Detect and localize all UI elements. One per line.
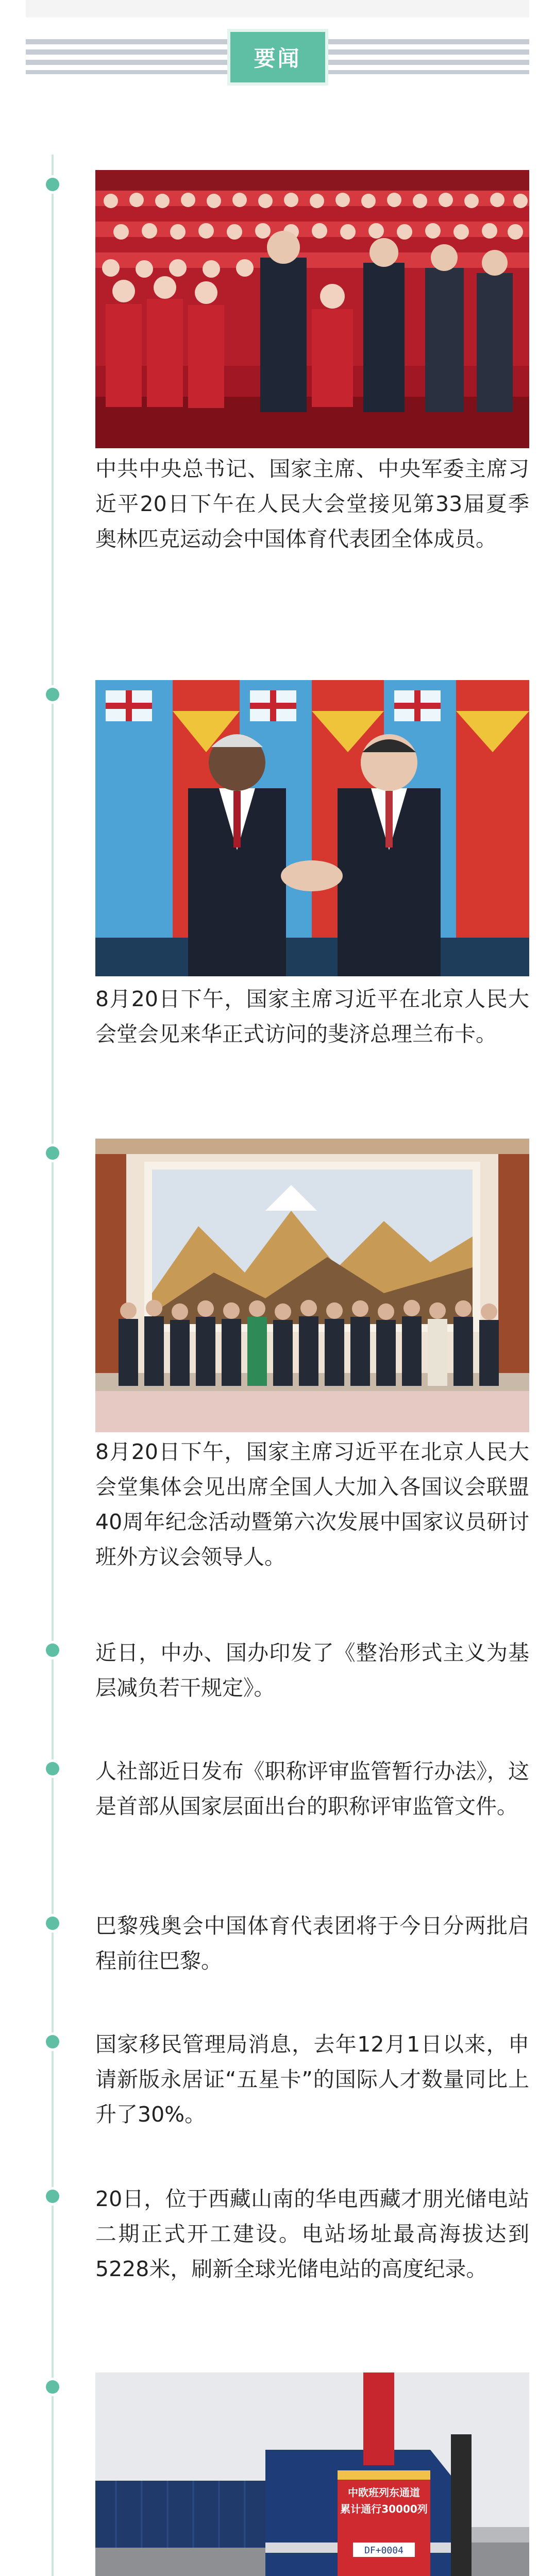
section-header-news bbox=[26, 19, 529, 96]
news-text-7: 国家移民管理局消息，去年12月1日以来，申请新版永居证“五星卡”的国际人才数量同比上升了30%。 bbox=[95, 2032, 529, 2127]
photo-caption-line2: 累计通行30000列 bbox=[340, 2503, 428, 2515]
news-text-1: 中共中央总书记、国家主席、中央军委主席习近平20日下午在人民大会堂接见第33届夏季奥林匹克运动会中国体育代表团全体成员。 bbox=[95, 456, 529, 551]
news-photo-9 bbox=[95, 2372, 529, 2576]
news-text-6: 巴黎残奥会中国体育代表团将于今日分两批启程前往巴黎。 bbox=[95, 1913, 529, 1973]
photo-caption-line1: 中欧班列东通道 bbox=[348, 2486, 420, 2499]
news-photo-2 bbox=[95, 680, 529, 976]
news-photo-1 bbox=[95, 170, 529, 448]
timeline-dot bbox=[46, 2380, 59, 2394]
news-photo-3 bbox=[95, 1139, 529, 1432]
news-text-4: 近日，中办、国办印发了《整治形式主义为基层减负若干规定》。 bbox=[95, 1640, 529, 1700]
timeline-dot bbox=[46, 1762, 59, 1775]
timeline-line-news bbox=[52, 155, 54, 2576]
section-title-news: 要闻 bbox=[227, 29, 328, 86]
news-text-2: 8月20日下午，国家主席习近平在北京人民大会堂会见来华正式访问的斐济总理兰布卡。 bbox=[95, 987, 529, 1046]
timeline-dot bbox=[46, 1643, 59, 1657]
news-text-5: 人社部近日发布《职称评审监管暂行办法》，这是首部从国家层面出台的职称评审监管文件。 bbox=[95, 1759, 529, 1819]
loco-number: DF+0004 bbox=[364, 2545, 403, 2556]
news-text-3: 8月20日下午，国家主席习近平在北京人民大会堂集体会见出席全国人大加入各国议会联盟40周年纪念活动暨第六次发展中国家议员研讨班外方议会领导人。 bbox=[95, 1439, 529, 1569]
news-text-8: 20日，位于西藏山南的华电西藏才朋光储电站二期正式开工建设。电站场址最高海拔达到5228米，刷新全球光储电站的高度纪录。 bbox=[95, 2187, 529, 2281]
timeline-dot bbox=[46, 178, 59, 191]
top-strip bbox=[26, 0, 529, 18]
timeline-dot bbox=[46, 1146, 59, 1160]
timeline-dot bbox=[46, 2035, 59, 2048]
timeline-dot bbox=[46, 2190, 59, 2203]
timeline-dot bbox=[46, 1917, 59, 1930]
timeline-dot bbox=[46, 688, 59, 701]
